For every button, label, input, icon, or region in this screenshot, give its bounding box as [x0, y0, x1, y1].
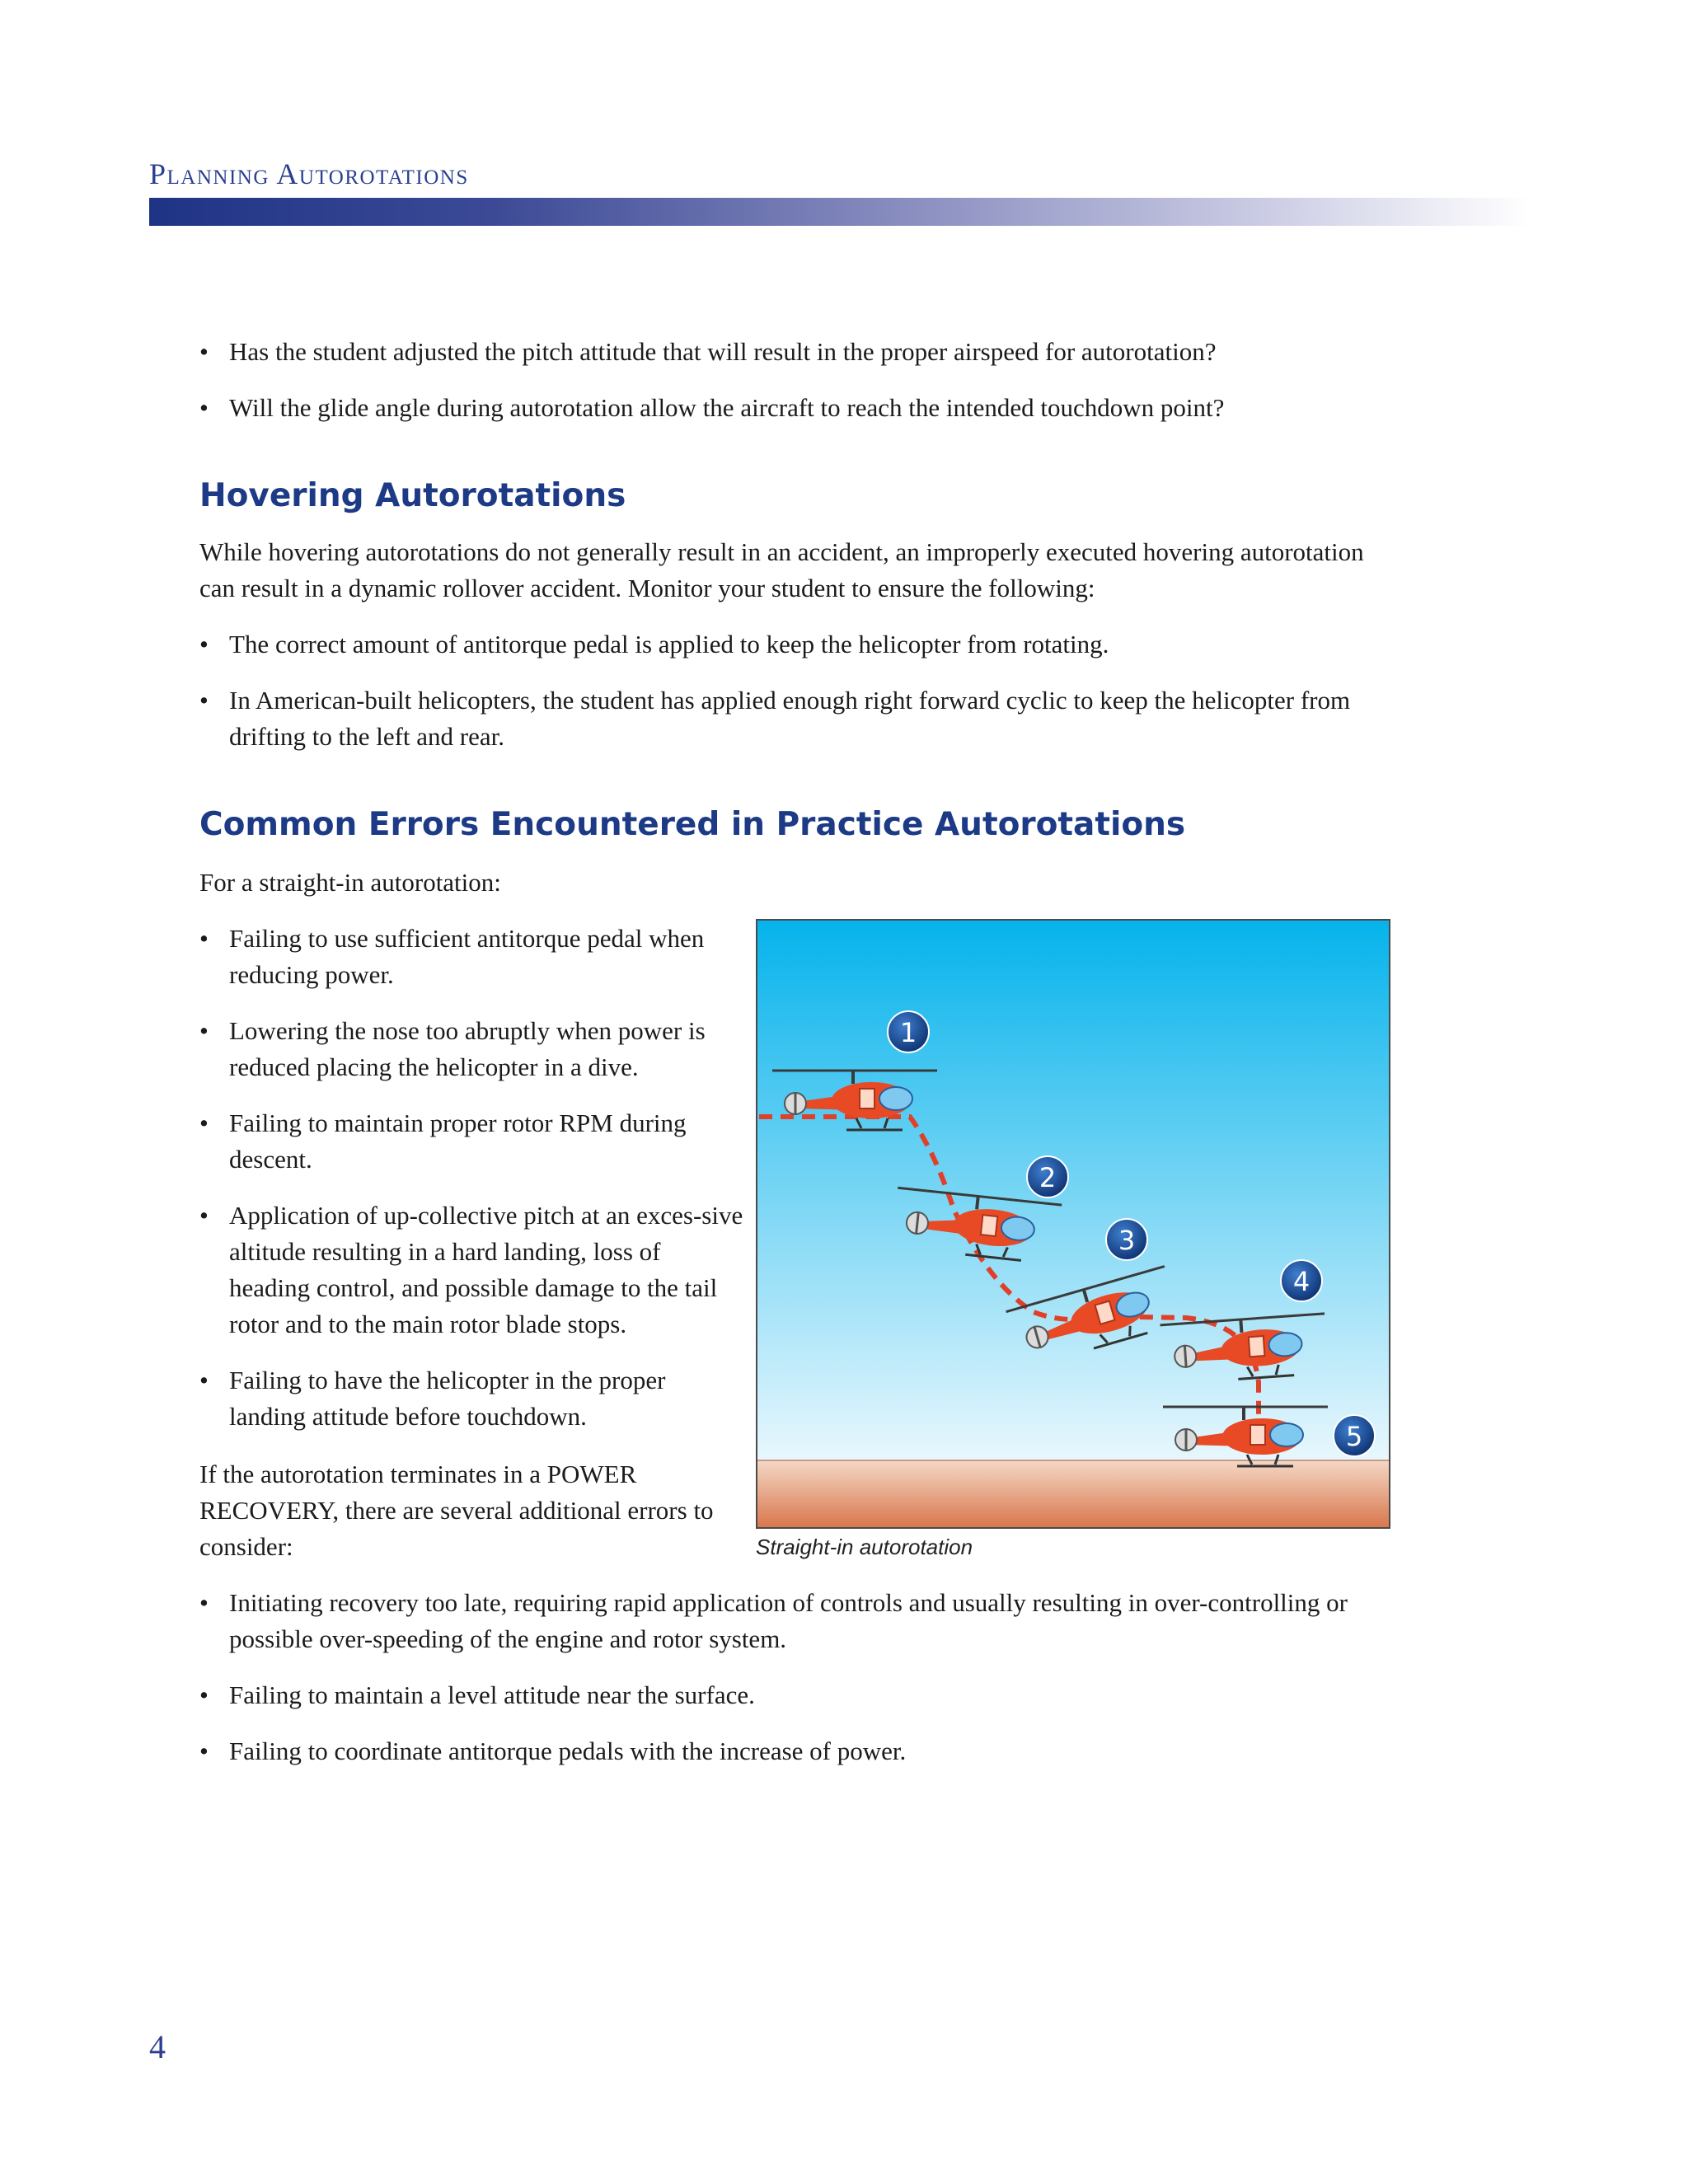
marker-5 [1334, 1415, 1375, 1456]
autorotation-figure [756, 919, 1390, 1529]
page-number: 4 [149, 2028, 166, 2065]
marker-3 [1106, 1219, 1147, 1260]
list-item: • Failing to use sufficient antitorque pedal when reducing power. [199, 924, 705, 989]
ground [757, 1460, 1389, 1527]
list-item: • Failing to maintain a level attitude near the surface. [199, 1680, 755, 1709]
list-item: • Initiating recovery too late, requiring rapid application of controls and usually resulting in over-controlling or possible over-speeding of the engine and rotor system. [199, 1588, 1348, 1653]
svg-text:3: 3 [1118, 1225, 1136, 1256]
running-header: Planning Autorotations [149, 157, 469, 190]
hovering-paragraph: While hovering autorotations do not generally result in an accident, an improperly executed hovering autorotation can result in a dynamic rollover accident. Monitor your student to ensure the following: [199, 537, 1364, 602]
list-item: • Failing to coordinate antitorque pedals with the increase of power. [199, 1736, 907, 1765]
sky-background [757, 921, 1389, 1460]
list-item: • Lowering the nose too abruptly when power is reduced placing the helicopter in a dive. [199, 1016, 706, 1081]
section-heading-hovering: Hovering Autorotations [199, 477, 626, 514]
header-gradient-bar [149, 198, 1531, 226]
svg-text:2: 2 [1039, 1162, 1057, 1193]
list-item: • Will the glide angle during autorotation allow the aircraft to reach the intended touchdown point? [199, 393, 1225, 422]
marker-1 [888, 1011, 929, 1052]
autorotation-illustration [757, 921, 1389, 1527]
list-item: • In American-built helicopters, the student has applied enough right forward cyclic to keep the helicopter from drifting to the left and rear. [199, 686, 1351, 751]
intro-bullet-list [199, 334, 1419, 426]
marker-4 [1281, 1260, 1322, 1301]
list-item: • Application of up-collective pitch at an exces-sive altitude resulting in a hard landing, loss of heading control, and possible damage to the tail rotor and to the main rotor blade stops. [199, 1201, 743, 1338]
list-item: • Failing to maintain proper rotor RPM during descent. [199, 1108, 687, 1174]
marker-2 [1027, 1156, 1068, 1197]
power-recovery-paragraph: If the autorotation terminates in a POWER RECOVERY, there are several additional errors to consider: [199, 1460, 714, 1561]
hovering-bullet-list [199, 626, 1419, 755]
svg-text:5: 5 [1345, 1421, 1363, 1452]
section-heading-common-errors: Common Errors Encountered in Practice Autorotations [199, 806, 1186, 843]
list-item: • Has the student adjusted the pitch attitude that will result in the proper airspeed for autorotation? [199, 337, 1217, 366]
power-recovery-bullet-list [199, 1585, 1419, 1769]
svg-text:4: 4 [1292, 1266, 1311, 1297]
left-column [199, 865, 743, 1565]
svg-text:1: 1 [899, 1017, 917, 1048]
figure-caption: Straight-in autorotation [756, 1535, 973, 1559]
list-item: • Failing to have the helicopter in the proper landing attitude before touchdown. [199, 1366, 666, 1431]
list-item: • The correct amount of antitorque pedal is applied to keep the helicopter from rotating. [199, 630, 1109, 658]
straight-in-intro: For a straight-in autorotation: [199, 868, 501, 897]
common-errors-bullet-list [199, 921, 743, 1435]
